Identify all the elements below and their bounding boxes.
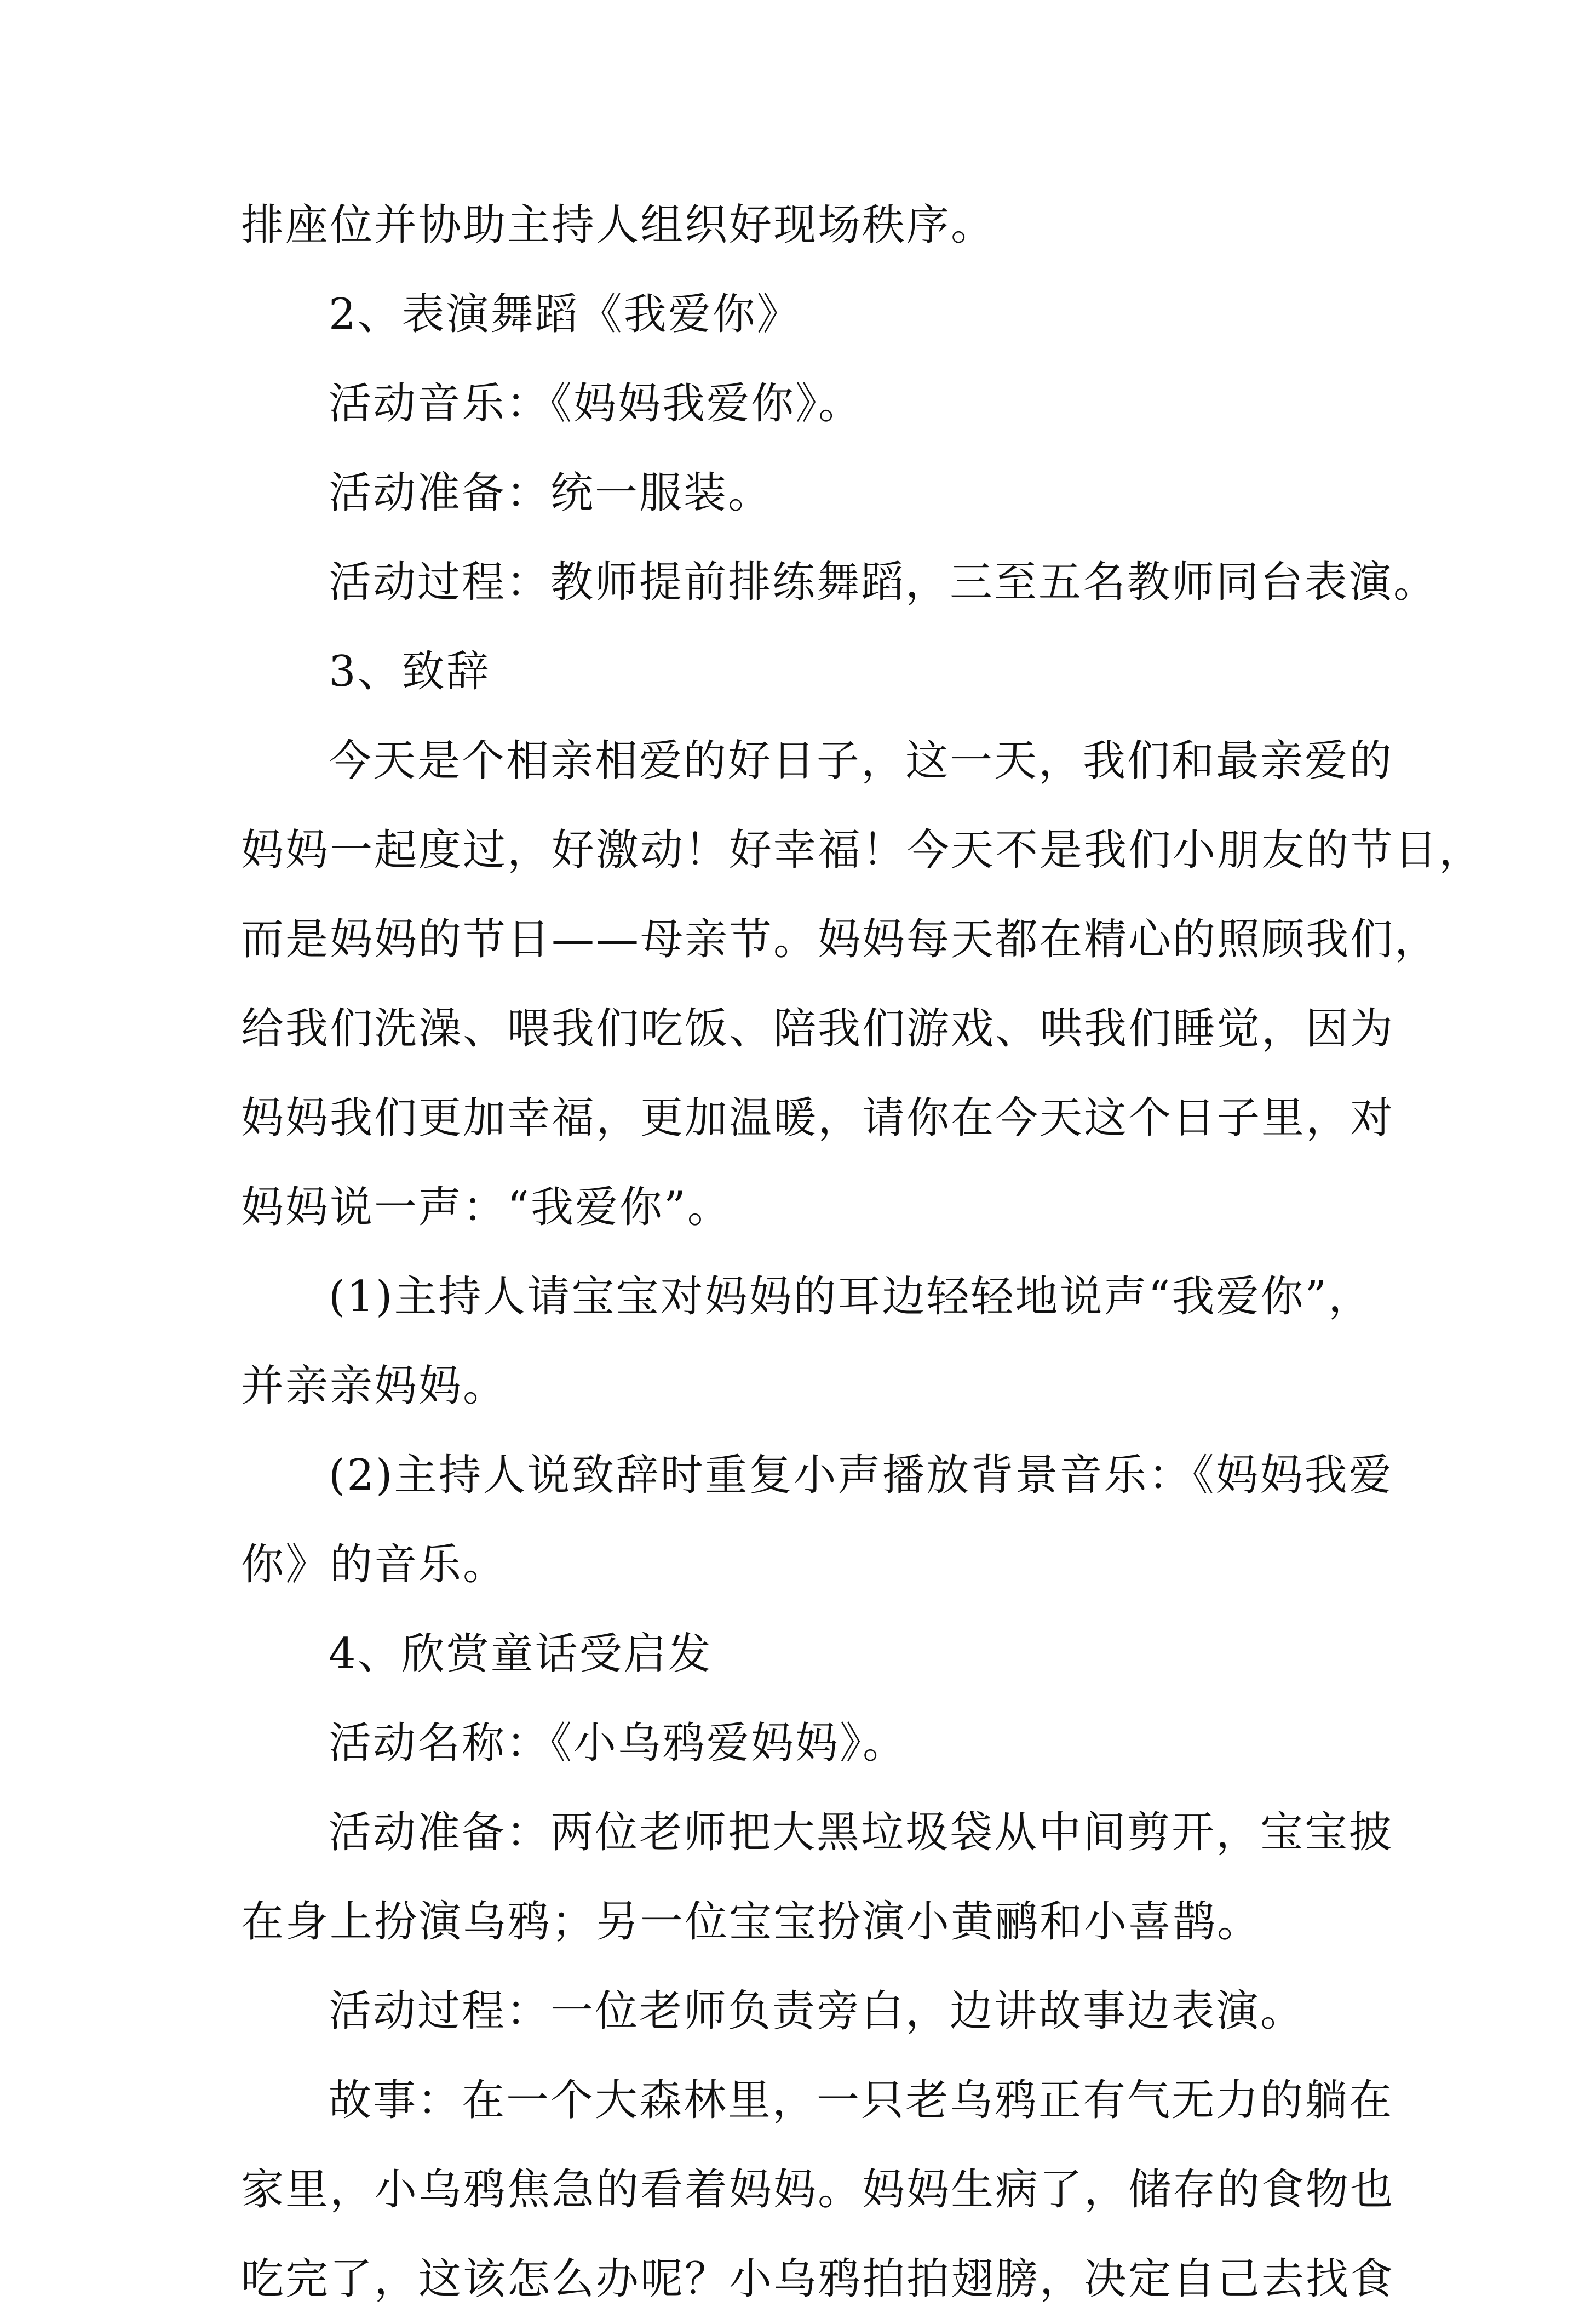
text-line: 妈妈我们更加幸福，更加温暖，请你在今天这个日子里，对 bbox=[241, 1094, 1395, 1143]
text-line: 并亲亲妈妈。 bbox=[241, 1361, 508, 1411]
text-line: 你》的音乐。 bbox=[241, 1540, 508, 1589]
document-body bbox=[241, 181, 1484, 2324]
text-line: 活动名称：《小乌鸦爱妈妈》。 bbox=[329, 1719, 908, 1768]
text-line: 活动过程：教师提前排练舞蹈，三至五名教师同台表演。 bbox=[329, 558, 1438, 607]
text-line: 排座位并协助主持人组织好现场秩序。 bbox=[241, 201, 996, 250]
text-line: 吃完了，这该怎么办呢？小乌鸦拍拍翅膀，决定自己去找食 bbox=[241, 2254, 1395, 2304]
text-line: 2、表演舞蹈《我爱你》 bbox=[329, 290, 801, 339]
text-line: 活动准备：统一服装。 bbox=[329, 468, 773, 518]
text-line: 活动音乐：《妈妈我爱你》。 bbox=[329, 379, 863, 428]
text-line: (2)主持人说致辞时重复小声播放背景音乐：《妈妈我爱 bbox=[329, 1451, 1393, 1500]
text-line: 故事：在一个大森林里，一只老乌鸦正有气无力的躺在 bbox=[329, 2076, 1394, 2125]
text-line: 妈妈说一声：“我爱你”。 bbox=[241, 1183, 732, 1232]
text-line: 而是妈妈的节日——母亲节。妈妈每天都在精心的照顾我们， bbox=[241, 915, 1439, 964]
text-line: 在身上扮演乌鸦；另一位宝宝扮演小黄鹂和小喜鹊。 bbox=[241, 1897, 1262, 1947]
text-line: 活动准备：两位老师把大黑垃圾袋从中间剪开，宝宝披 bbox=[329, 1808, 1394, 1857]
text-line: 妈妈一起度过，好激动！好幸福！今天不是我们小朋友的节日， bbox=[241, 826, 1484, 875]
text-line: 4、欣赏童话受启发 bbox=[329, 1629, 713, 1679]
text-line: 给我们洗澡、喂我们吃饭、陪我们游戏、哄我们睡觉，因为 bbox=[241, 1004, 1395, 1054]
text-line: 活动过程：一位老师负责旁白，边讲故事边表演。 bbox=[329, 1987, 1305, 2036]
text-line: (1)主持人请宝宝对妈妈的耳边轻轻地说声“我爱你”， bbox=[329, 1272, 1373, 1321]
text-line: 家里，小乌鸦焦急的看着妈妈。妈妈生病了，储存的食物也 bbox=[241, 2165, 1395, 2214]
text-line: 今天是个相亲相爱的好日子，这一天，我们和最亲爱的 bbox=[329, 736, 1394, 786]
text-line: 3、致辞 bbox=[329, 647, 491, 696]
